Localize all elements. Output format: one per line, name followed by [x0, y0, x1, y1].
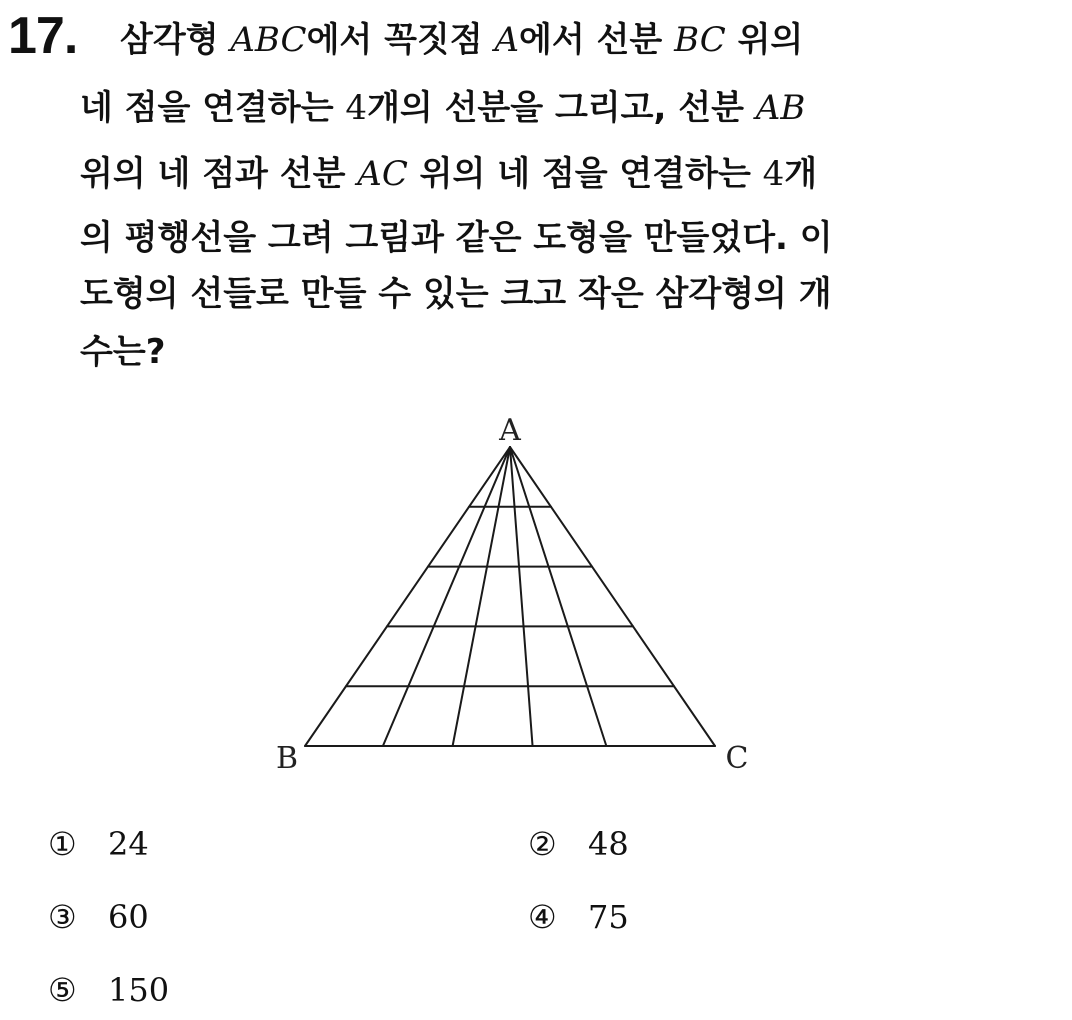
choice-2-value: 48 [588, 825, 629, 863]
question-line-3-segment-1: 위의 네 점과 선분 [80, 154, 358, 194]
figure-lines [305, 447, 715, 746]
vertex-label-a: A [499, 413, 521, 448]
choice-3-mark: ③ [48, 898, 77, 936]
choice-5[interactable] [48, 970, 169, 1010]
question-line-1-segment-2: ABC [230, 20, 307, 60]
choice-4-mark: ④ [528, 898, 557, 936]
choice-4[interactable] [528, 897, 629, 937]
choice-3[interactable] [48, 897, 149, 937]
question-line-2-segment-3: 개의 선분을 그리고, 선분 [367, 88, 756, 128]
choice-1[interactable] [48, 824, 149, 864]
question-line-1-segment-3: 에서 꼭짓점 [306, 20, 495, 60]
cevian-2 [453, 447, 510, 746]
question-line-5-segment-1: 도형의 선들로 만들 수 있는 크고 작은 삼각형의 개 [80, 274, 832, 314]
cevian-3 [510, 447, 533, 746]
cevian-4 [510, 447, 606, 746]
choice-4-value: 75 [588, 898, 629, 936]
choice-1-value: 24 [108, 825, 149, 863]
question-line-2-segment-1: 네 점을 연결하는 [80, 88, 346, 128]
question-line-1-segment-4: A [494, 20, 520, 60]
question-number: 17. [8, 7, 78, 65]
question-line-3-segment-3: 위의 네 점을 연결하는 [407, 154, 763, 194]
question-line-2-segment-4: AB [755, 88, 806, 128]
side-ac [510, 447, 715, 746]
vertex-label-b: B [275, 741, 299, 776]
question-line-4-segment-1: 의 평행선을 그려 그림과 같은 도형을 만들었다. 이 [80, 218, 833, 258]
question-line-3-segment-5: 개 [784, 154, 818, 194]
question-line-2-segment-2: 4 [345, 88, 368, 128]
choice-1-mark: ① [48, 825, 77, 863]
question-line-3-segment-2: AC [357, 154, 408, 194]
side-ab [305, 447, 510, 746]
choice-5-value: 150 [108, 971, 170, 1009]
cevian-1 [383, 447, 510, 746]
choice-3-value: 60 [108, 898, 149, 936]
vertex-label-c: C [725, 741, 749, 776]
question-line-3-segment-4: 4 [762, 154, 785, 194]
question-line-1-segment-1: 삼각형 [120, 20, 231, 60]
question-line-1-segment-5: 에서 선분 [519, 20, 675, 60]
question-line-1-segment-6: BC [674, 20, 726, 60]
question-line-1-segment-7: 위의 [725, 20, 804, 60]
question-line-6-segment-1: 수는? [80, 332, 166, 372]
choice-2-mark: ② [528, 825, 557, 863]
choice-5-mark: ⑤ [48, 971, 77, 1009]
choice-2[interactable] [528, 824, 629, 864]
